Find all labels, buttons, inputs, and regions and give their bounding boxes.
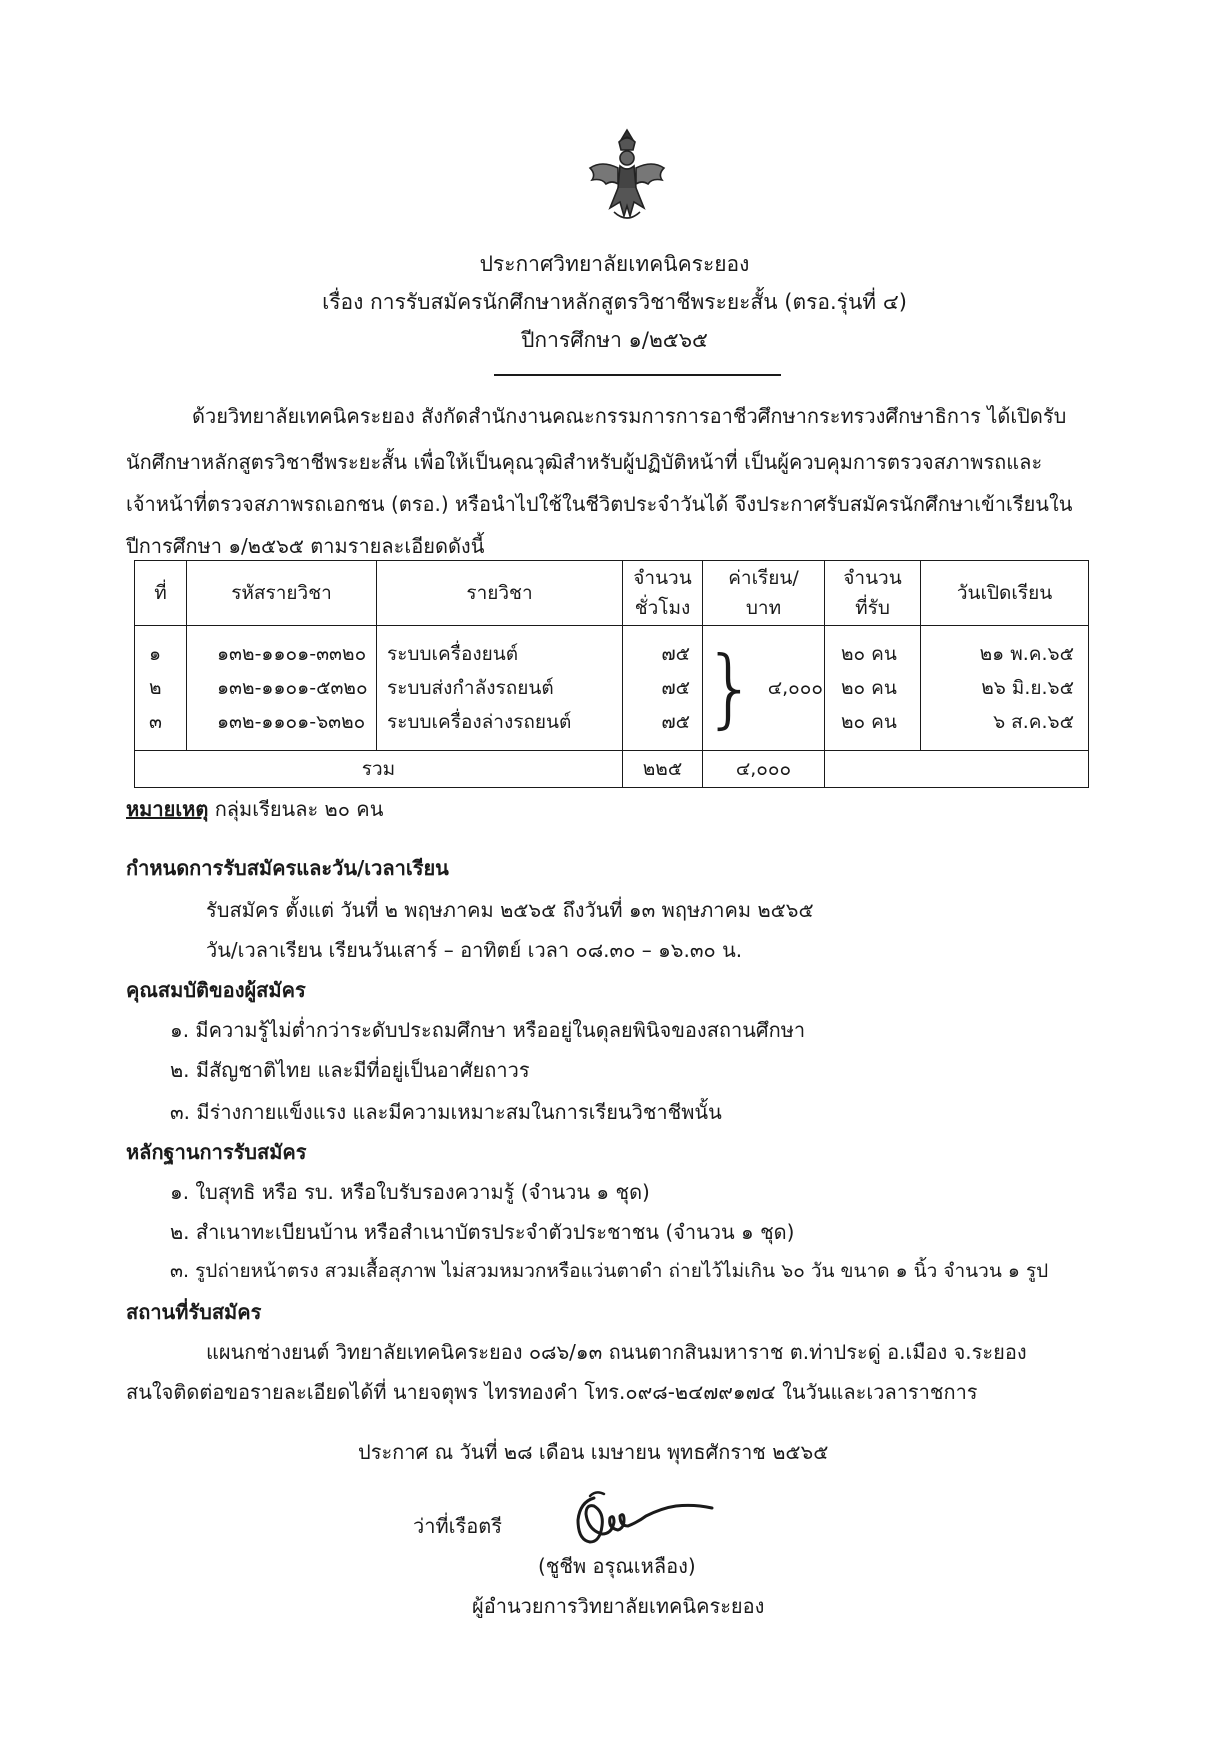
brace-symbol: } <box>703 638 758 738</box>
document-year: ปีการศึกษา ๑/๒๕๖๕ <box>521 328 708 352</box>
location-contact: สนใจติดต่อขอรายละเอียดได้ที่ นายจตุพร ไทรทองคำ โทร.๐๙๘-๒๔๗๙๑๗๔ ในวันและเวลาราชการ <box>126 1380 978 1404</box>
cell-fee <box>703 626 825 751</box>
row-seats: ๒๐ คน <box>841 643 897 665</box>
row-seats: ๒๐ คน <box>841 677 897 699</box>
header-hours-line1: จำนวน <box>633 567 692 589</box>
cell-open-date <box>921 626 1089 751</box>
signer-rank: ว่าที่เรือตรี <box>413 1514 502 1538</box>
document-item: ๓. รูปถ่ายหน้าตรง สวมเสื้อสุภาพ ไม่สวมหมวกหรือแว่นตาดำ ถ่ายไว้ไม่เกิน ๖๐ วัน ขนาด ๑ นิ้ว จำนวน ๑ รูป <box>170 1260 1049 1282</box>
document-item: ๒. สำเนาทะเบียนบ้าน หรือสำเนาบัตรประจำตัวประชาชน (จำนวน ๑ ชุด) <box>170 1220 795 1244</box>
row-code: ๑๓๒-๑๑๐๑-๕๓๒๐ <box>217 677 368 699</box>
row-open-date: ๖ ส.ค.๖๕ <box>993 711 1074 733</box>
header-code-text: รหัสรายวิชา <box>231 582 332 604</box>
qualification-item: ๑. มีความรู้ไม่ต่ำกว่าระดับประถมศึกษา หรืออยู่ในดุลยพินิจของสถานศึกษา <box>170 1018 806 1042</box>
header-code <box>187 561 377 626</box>
row-code: ๑๓๒-๑๑๐๑-๖๓๒๐ <box>217 711 366 733</box>
note-label: หมายเหตุ <box>126 797 209 821</box>
header-subject <box>377 561 623 626</box>
document-item: ๑. ใบสุทธิ หรือ รบ. หรือใบรับรองความรู้ (จำนวน ๑ ชุด) <box>170 1180 650 1204</box>
documents-heading: หลักฐานการรับสมัคร <box>126 1140 307 1164</box>
cell-hours <box>623 626 703 751</box>
header-hours-line2: ชั่วโมง <box>634 597 691 619</box>
document-subject: เรื่อง การรับสมัครนักศึกษาหลักสูตรวิชาชีพระยะสั้น (ตรอ.รุ่นที่ ๔) <box>322 290 907 314</box>
header-divider <box>494 374 781 376</box>
cell-subject <box>377 626 623 751</box>
cell-no <box>135 626 187 751</box>
header-fee-line1: ค่าเรียน/ <box>728 567 799 589</box>
row-hours: ๗๕ <box>661 677 690 699</box>
header-no-text: ที่ <box>154 582 167 604</box>
row-no: ๓ <box>149 711 162 733</box>
header-subject-text: รายวิชา <box>466 582 533 604</box>
garuda-emblem <box>586 126 668 226</box>
row-open-date: ๒๖ มิ.ย.๖๕ <box>981 677 1074 699</box>
document-title: ประกาศวิทยาลัยเทคนิคระยอง <box>479 252 750 276</box>
row-subject: ระบบเครื่องล่างรถยนต์ <box>387 711 572 733</box>
header-fee-line2: บาท <box>745 597 782 619</box>
cell-code <box>187 626 377 751</box>
header-seats-line2: ที่รับ <box>855 597 890 619</box>
table-body-row <box>135 626 1089 751</box>
table-total-row <box>135 751 1089 788</box>
qualification-item: ๓. มีร่างกายแข็งแรง และมีความเหมาะสมในการเรียนวิชาชีพนั้น <box>170 1100 722 1124</box>
row-no: ๒ <box>149 677 162 699</box>
signature-image <box>566 1486 726 1558</box>
location-heading: สถานที่รับสมัคร <box>126 1300 262 1324</box>
row-code: ๑๓๒-๑๑๐๑-๓๓๒๐ <box>217 643 367 665</box>
announcement-date: ประกาศ ณ วันที่ ๒๘ เดือน เมษายน พุทธศักราช ๒๕๖๕ <box>358 1440 829 1464</box>
schedule-apply: รับสมัคร ตั้งแต่ วันที่ ๒ พฤษภาคม ๒๕๖๕ ถึงวันที่ ๑๓ พฤษภาคม ๒๕๖๕ <box>206 898 814 922</box>
row-seats: ๒๐ คน <box>841 711 897 733</box>
total-empty <box>825 751 1089 788</box>
qualification-item: ๒. มีสัญชาติไทย และมีที่อยู่เป็นอาศัยถาวร <box>170 1058 530 1082</box>
header-open-date <box>921 561 1089 626</box>
intro-line-2: นักศึกษาหลักสูตรวิชาชีพระยะสั้น เพื่อให้เป็นคุณวุฒิสำหรับผู้ปฏิบัติหน้าที่ เป็นผู้ควบคุมการตรวจสภาพรถและ <box>126 450 1043 474</box>
row-open-date: ๒๑ พ.ค.๖๕ <box>979 643 1074 665</box>
header-no <box>135 561 187 626</box>
table-header-row <box>135 561 1089 626</box>
shared-fee: ๔,๐๐๐ <box>767 677 823 699</box>
header-fee <box>703 561 825 626</box>
note-text: กลุ่มเรียนละ ๒๐ คน <box>214 797 384 821</box>
location-address: แผนกช่างยนต์ วิทยาลัยเทคนิคระยอง ๐๘๖/๑๓ ถนนตากสินมหาราช ต.ท่าประดู่ อ.เมือง จ.ระยอง <box>206 1340 1027 1364</box>
row-subject: ระบบเครื่องยนต์ <box>387 643 519 665</box>
total-label: รวม <box>135 751 623 788</box>
signer-name: (ชูชีพ อรุณเหลือง) <box>538 1554 696 1578</box>
header-seats <box>825 561 921 626</box>
row-hours: ๗๕ <box>661 643 690 665</box>
schedule-heading: กำหนดการรับสมัครและวัน/เวลาเรียน <box>126 856 449 880</box>
row-no: ๑ <box>149 643 162 665</box>
total-fee: ๔,๐๐๐ <box>703 751 825 788</box>
courses-table <box>134 560 1089 788</box>
schedule-study: วัน/เวลาเรียน เรียนวันเสาร์ – อาทิตย์ เวลา ๐๘.๓๐ – ๑๖.๓๐ น. <box>206 938 743 962</box>
total-hours: ๒๒๕ <box>623 751 703 788</box>
qualifications-heading: คุณสมบัติของผู้สมัคร <box>126 978 306 1002</box>
intro-line-1: ด้วยวิทยาลัยเทคนิคระยอง สังกัดสำนักงานคณะกรรมการการอาชีวศึกษากระทรวงศึกษาธิการ ได้เปิดรับ <box>192 404 1067 428</box>
header-hours <box>623 561 703 626</box>
note <box>126 793 383 825</box>
signer-position: ผู้อำนวยการวิทยาลัยเทคนิคระยอง <box>472 1594 765 1618</box>
row-hours: ๗๕ <box>661 711 690 733</box>
row-subject: ระบบส่งกำลังรถยนต์ <box>387 677 554 699</box>
header-open-text: วันเปิดเรียน <box>956 582 1053 604</box>
intro-line-4: ปีการศึกษา ๑/๒๕๖๕ ตามรายละเอียดดังนี้ <box>126 534 485 558</box>
header-seats-line1: จำนวน <box>843 567 902 589</box>
intro-line-3: เจ้าหน้าที่ตรวจสภาพรถเอกชน (ตรอ.) หรือนำไปใช้ในชีวิตประจำวันได้ จึงประกาศรับสมัครนักศึกษาเข้าเรียนใน <box>126 492 1073 516</box>
cell-seats <box>825 626 921 751</box>
